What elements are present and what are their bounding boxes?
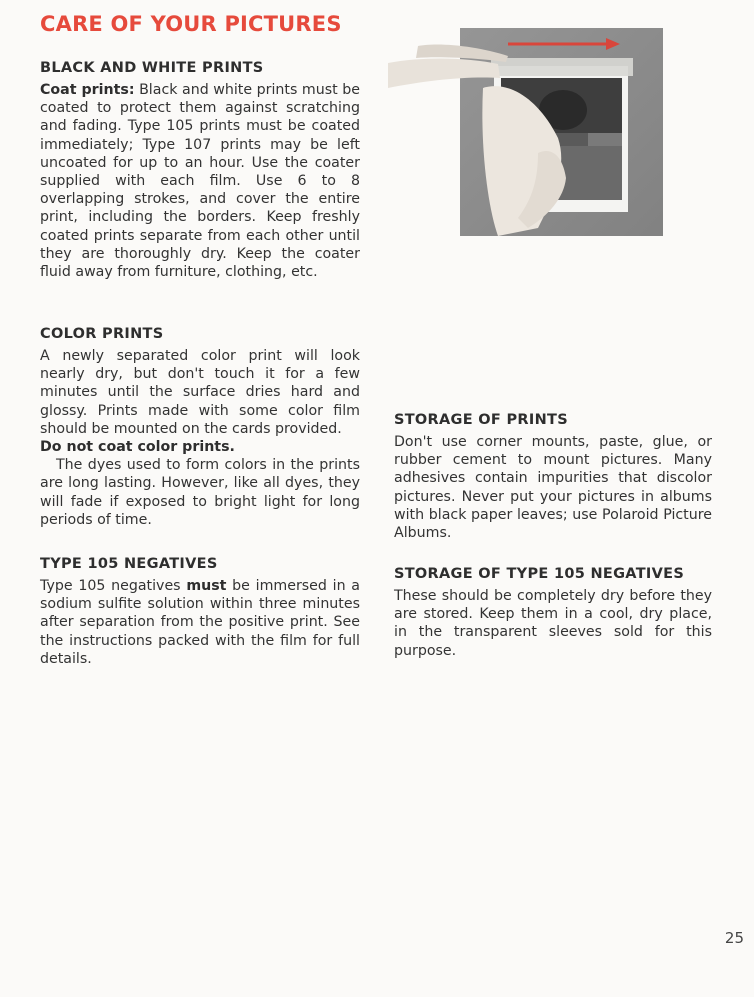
section-type105-negatives <box>40 556 360 668</box>
section-body: Type 105 negatives must be immersed in a sodium sulfite solution within three minutes after separation from the positive print. See the instructions packed with the film for full details. <box>40 578 361 667</box>
section-bw-prints <box>40 60 360 281</box>
section-storage-prints <box>394 412 712 542</box>
section-heading: STORAGE OF TYPE 105 NEGATIVES <box>394 566 685 582</box>
section-heading: TYPE 105 NEGATIVES <box>40 556 218 572</box>
page-number: 25 <box>724 929 744 947</box>
page-title: CARE OF YOUR PICTURES <box>40 12 342 36</box>
lead-label: Coat prints: <box>40 82 135 98</box>
section-body: Don't use corner mounts, paste, glue, or rubber cement to mount pictures. Many adhesives contain impurities that discolor pictures. Never put your pictures in albums with black paper leaves; use Polaroid Picture Albums. <box>394 434 712 542</box>
section-body: A newly separated color print will look nearly dry, but don't touch it for a few minutes until the surface dries hard and glossy. Prints made with some color film should be mounted on the cards provided. <box>40 348 360 437</box>
section-color-prints <box>40 326 360 529</box>
section-heading: BLACK AND WHITE PRINTS <box>40 60 264 76</box>
section-storage-negatives <box>394 566 712 660</box>
section-body: Coat prints: Black and white prints must be coated to protect them against scratching and fading. Type 105 prints must be coated immediately; Type 107 prints may be left uncoated for up to an hour. Use the coater supplied with each film. Use 6 to 8 overlapping strokes, and cover the entire print, including the borders. Keep freshly coated prints separate from each other until they are thoroughly dry. Keep the coater fluid away from furniture, clothing, etc. <box>40 82 360 281</box>
coating-photo <box>388 28 663 236</box>
section-heading: COLOR PRINTS <box>40 326 164 342</box>
section-body-2: The dyes used to form colors in the prints are long lasting. However, like all dyes, they will fade if exposed to bright light for long periods of time. <box>40 457 360 528</box>
coater-bar <box>491 58 633 76</box>
bold-note: Do not coat color prints. <box>40 439 235 456</box>
section-heading: STORAGE OF PRINTS <box>394 412 568 428</box>
section-body: These should be completely dry before they are stored. Keep them in a cool, dry place, in the transparent sleeves sold for this purpose. <box>394 588 712 659</box>
